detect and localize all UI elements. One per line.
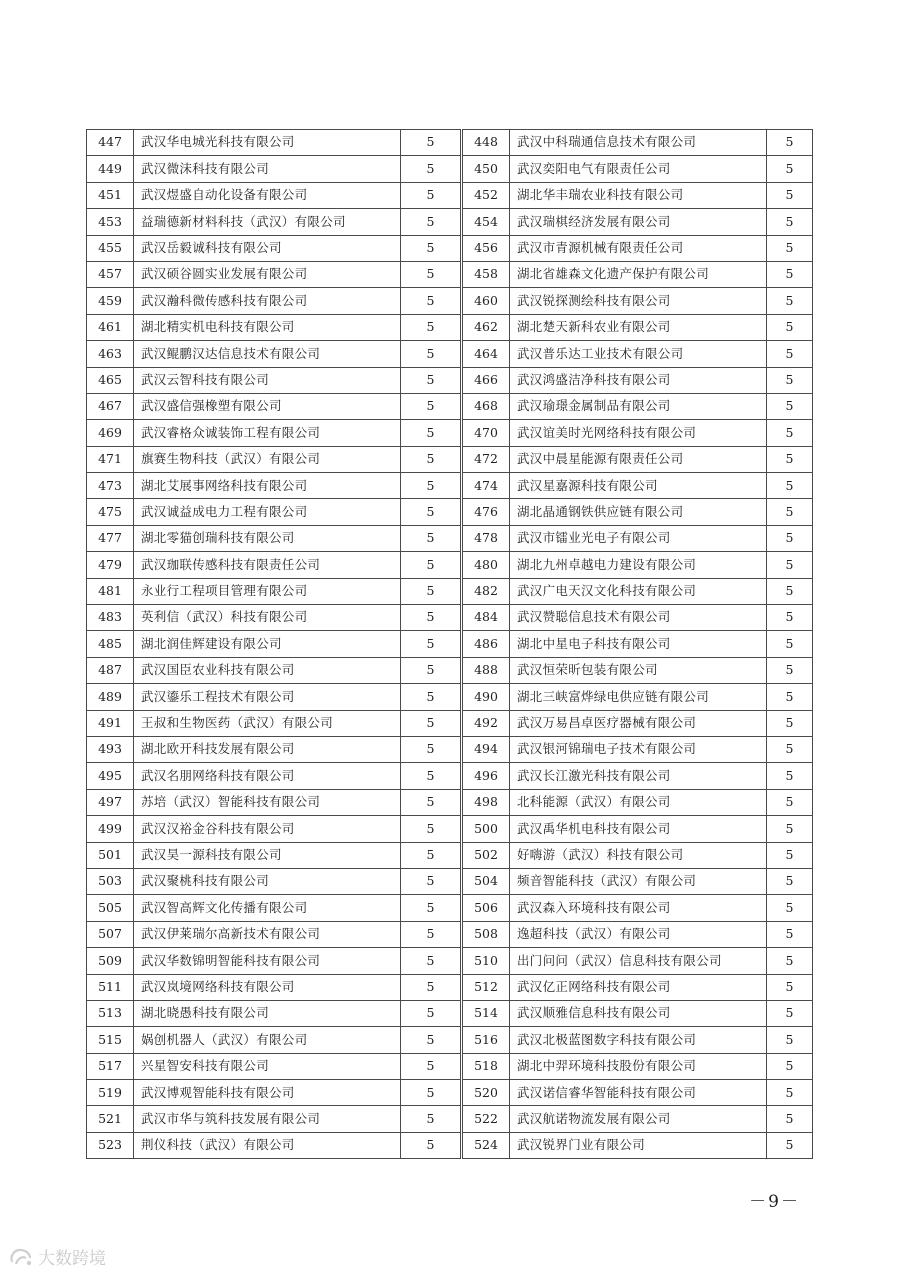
score-cell: 5 xyxy=(767,1132,813,1158)
company-name-cell: 出门问问（武汉）信息科技有限公司 xyxy=(510,948,767,974)
row-number-cell: 499 xyxy=(87,816,134,842)
score-cell: 5 xyxy=(767,842,813,868)
score-cell: 5 xyxy=(401,420,462,446)
score-cell: 5 xyxy=(401,130,462,156)
company-name-cell: 武汉智高辉文化传播有限公司 xyxy=(134,895,401,921)
table-row xyxy=(87,1027,813,1053)
company-name-cell: 武汉盛信强橡塑有限公司 xyxy=(134,393,401,419)
company-name-cell: 武汉岚境网络科技有限公司 xyxy=(134,974,401,1000)
table-row xyxy=(87,552,813,578)
score-cell: 5 xyxy=(401,631,462,657)
score-cell: 5 xyxy=(767,921,813,947)
company-name-cell: 武汉锐探测绘科技有限公司 xyxy=(510,288,767,314)
company-name-cell: 益瑞德新材料科技（武汉）有限公司 xyxy=(134,209,401,235)
table-row xyxy=(87,974,813,1000)
row-number-cell: 513 xyxy=(87,1000,134,1026)
score-cell: 5 xyxy=(767,684,813,710)
score-cell: 5 xyxy=(401,446,462,472)
company-name-cell: 武汉华电城光科技有限公司 xyxy=(134,130,401,156)
score-cell: 5 xyxy=(767,209,813,235)
company-name-cell: 湖北精实机电科技有限公司 xyxy=(134,314,401,340)
table-row xyxy=(87,235,813,261)
score-cell: 5 xyxy=(401,182,462,208)
score-cell: 5 xyxy=(401,789,462,815)
row-number-cell: 469 xyxy=(87,420,134,446)
company-name-cell: 武汉鸿盛洁净科技有限公司 xyxy=(510,367,767,393)
score-cell: 5 xyxy=(401,948,462,974)
score-cell: 5 xyxy=(767,130,813,156)
score-cell: 5 xyxy=(767,314,813,340)
table-row xyxy=(87,921,813,947)
score-cell: 5 xyxy=(401,816,462,842)
company-name-cell: 武汉谊美时光网络科技有限公司 xyxy=(510,420,767,446)
row-number-cell: 489 xyxy=(87,684,134,710)
watermark-text: 大数跨境 xyxy=(38,1249,106,1269)
table-row xyxy=(87,130,813,156)
company-name-cell: 永业行工程项目管理有限公司 xyxy=(134,578,401,604)
row-number-cell: 505 xyxy=(87,895,134,921)
company-name-cell: 湖北润佳辉建设有限公司 xyxy=(134,631,401,657)
row-number-cell: 479 xyxy=(87,552,134,578)
row-number-cell: 474 xyxy=(462,473,510,499)
company-name-cell: 武汉市青源机械有限责任公司 xyxy=(510,235,767,261)
table-row xyxy=(87,868,813,894)
table-row xyxy=(87,367,813,393)
table-row xyxy=(87,446,813,472)
company-name-cell: 武汉瀚科微传感科技有限公司 xyxy=(134,288,401,314)
table-row xyxy=(87,684,813,710)
score-cell: 5 xyxy=(401,367,462,393)
company-name-cell: 武汉航诺物流发展有限公司 xyxy=(510,1106,767,1132)
score-cell: 5 xyxy=(767,156,813,182)
score-cell: 5 xyxy=(767,868,813,894)
score-cell: 5 xyxy=(401,209,462,235)
row-number-cell: 496 xyxy=(462,763,510,789)
company-name-cell: 王叔和生物医药（武汉）有限公司 xyxy=(134,710,401,736)
row-number-cell: 494 xyxy=(462,736,510,762)
row-number-cell: 518 xyxy=(462,1053,510,1079)
row-number-cell: 490 xyxy=(462,684,510,710)
company-name-cell: 湖北晶通钢铁供应链有限公司 xyxy=(510,499,767,525)
score-cell: 5 xyxy=(767,631,813,657)
row-number-cell: 471 xyxy=(87,446,134,472)
row-number-cell: 456 xyxy=(462,235,510,261)
company-name-cell: 武汉瑜璟金属制品有限公司 xyxy=(510,393,767,419)
row-number-cell: 484 xyxy=(462,605,510,631)
company-name-cell: 武汉岳毅诚科技有限公司 xyxy=(134,235,401,261)
company-name-cell: 武汉锐界门业有限公司 xyxy=(510,1132,767,1158)
score-cell: 5 xyxy=(767,657,813,683)
row-number-cell: 515 xyxy=(87,1027,134,1053)
row-number-cell: 510 xyxy=(462,948,510,974)
row-number-cell: 453 xyxy=(87,209,134,235)
score-cell: 5 xyxy=(401,499,462,525)
table-row xyxy=(87,182,813,208)
table-row xyxy=(87,525,813,551)
score-cell: 5 xyxy=(401,1132,462,1158)
company-name-cell: 武汉顺雅信息科技有限公司 xyxy=(510,1000,767,1026)
table-row xyxy=(87,631,813,657)
row-number-cell: 459 xyxy=(87,288,134,314)
company-name-cell: 湖北九州卓越电力建设有限公司 xyxy=(510,552,767,578)
table-row xyxy=(87,341,813,367)
company-name-cell: 武汉华数锦明智能科技有限公司 xyxy=(134,948,401,974)
row-number-cell: 467 xyxy=(87,393,134,419)
row-number-cell: 503 xyxy=(87,868,134,894)
row-number-cell: 448 xyxy=(462,130,510,156)
row-number-cell: 522 xyxy=(462,1106,510,1132)
table-row xyxy=(87,1106,813,1132)
row-number-cell: 500 xyxy=(462,816,510,842)
score-cell: 5 xyxy=(767,367,813,393)
score-cell: 5 xyxy=(767,420,813,446)
company-name-cell: 武汉煜盛自动化设备有限公司 xyxy=(134,182,401,208)
company-name-cell: 武汉硕谷圆实业发展有限公司 xyxy=(134,261,401,287)
company-name-cell: 武汉鲲鹏汉达信息技术有限公司 xyxy=(134,341,401,367)
table-row xyxy=(87,736,813,762)
score-cell: 5 xyxy=(401,710,462,736)
row-number-cell: 476 xyxy=(462,499,510,525)
score-cell: 5 xyxy=(401,895,462,921)
row-number-cell: 449 xyxy=(87,156,134,182)
score-cell: 5 xyxy=(767,393,813,419)
table-row xyxy=(87,789,813,815)
row-number-cell: 450 xyxy=(462,156,510,182)
row-number-cell: 523 xyxy=(87,1132,134,1158)
score-cell: 5 xyxy=(767,341,813,367)
score-cell: 5 xyxy=(401,473,462,499)
score-cell: 5 xyxy=(767,763,813,789)
company-name-cell: 武汉瑞棋经济发展有限公司 xyxy=(510,209,767,235)
score-cell: 5 xyxy=(401,842,462,868)
company-name-cell: 湖北艾展事网络科技有限公司 xyxy=(134,473,401,499)
watermark xyxy=(8,1244,106,1269)
score-cell: 5 xyxy=(401,341,462,367)
row-number-cell: 485 xyxy=(87,631,134,657)
score-cell: 5 xyxy=(401,393,462,419)
row-number-cell: 457 xyxy=(87,261,134,287)
row-number-cell: 488 xyxy=(462,657,510,683)
table-row xyxy=(87,420,813,446)
score-cell: 5 xyxy=(767,182,813,208)
score-cell: 5 xyxy=(401,736,462,762)
score-cell: 5 xyxy=(767,446,813,472)
score-cell: 5 xyxy=(401,1027,462,1053)
score-cell: 5 xyxy=(401,578,462,604)
score-cell: 5 xyxy=(767,1000,813,1026)
row-number-cell: 478 xyxy=(462,525,510,551)
score-cell: 5 xyxy=(767,1027,813,1053)
company-name-cell: 武汉中科瑞通信息技术有限公司 xyxy=(510,130,767,156)
row-number-cell: 506 xyxy=(462,895,510,921)
company-name-cell: 武汉市镭业光电子有限公司 xyxy=(510,525,767,551)
score-cell: 5 xyxy=(767,261,813,287)
table-row xyxy=(87,393,813,419)
score-cell: 5 xyxy=(401,974,462,1000)
row-number-cell: 463 xyxy=(87,341,134,367)
score-cell: 5 xyxy=(401,868,462,894)
company-name-cell: 湖北省雄森文化遗产保护有限公司 xyxy=(510,261,767,287)
company-name-cell: 武汉奕阳电气有限责任公司 xyxy=(510,156,767,182)
score-cell: 5 xyxy=(767,710,813,736)
company-name-cell: 娲创机器人（武汉）有限公司 xyxy=(134,1027,401,1053)
company-name-cell: 湖北楚天新科农业有限公司 xyxy=(510,314,767,340)
table-row xyxy=(87,657,813,683)
company-name-cell: 武汉赞聪信息技术有限公司 xyxy=(510,605,767,631)
score-cell: 5 xyxy=(767,552,813,578)
score-cell: 5 xyxy=(767,816,813,842)
score-cell: 5 xyxy=(767,948,813,974)
score-cell: 5 xyxy=(401,314,462,340)
company-name-cell: 英利信（武汉）科技有限公司 xyxy=(134,605,401,631)
score-cell: 5 xyxy=(401,552,462,578)
score-cell: 5 xyxy=(767,578,813,604)
row-number-cell: 455 xyxy=(87,235,134,261)
company-name-cell: 武汉广电天汉文化科技有限公司 xyxy=(510,578,767,604)
company-name-cell: 武汉云智科技有限公司 xyxy=(134,367,401,393)
row-number-cell: 498 xyxy=(462,789,510,815)
company-name-cell: 湖北零猫创瑞科技有限公司 xyxy=(134,525,401,551)
score-cell: 5 xyxy=(401,1000,462,1026)
row-number-cell: 492 xyxy=(462,710,510,736)
watermark-logo-icon xyxy=(8,1246,34,1268)
company-name-cell: 武汉禹华机电科技有限公司 xyxy=(510,816,767,842)
company-name-cell: 武汉伊莱瑞尔高新技术有限公司 xyxy=(134,921,401,947)
page-number: －9－ xyxy=(749,1192,800,1212)
company-name-cell: 湖北中羿环境科技股份有限公司 xyxy=(510,1053,767,1079)
company-name-cell: 湖北三峡富烨绿电供应链有限公司 xyxy=(510,684,767,710)
table-row xyxy=(87,1132,813,1158)
row-number-cell: 461 xyxy=(87,314,134,340)
score-cell: 5 xyxy=(401,605,462,631)
row-number-cell: 495 xyxy=(87,763,134,789)
row-number-cell: 483 xyxy=(87,605,134,631)
row-number-cell: 524 xyxy=(462,1132,510,1158)
company-name-cell: 武汉珈联传感科技有限责任公司 xyxy=(134,552,401,578)
score-cell: 5 xyxy=(401,763,462,789)
table-row xyxy=(87,895,813,921)
row-number-cell: 512 xyxy=(462,974,510,1000)
table-row xyxy=(87,1053,813,1079)
score-cell: 5 xyxy=(767,605,813,631)
company-name-cell: 武汉亿正网络科技有限公司 xyxy=(510,974,767,1000)
score-cell: 5 xyxy=(767,1053,813,1079)
table-row xyxy=(87,1000,813,1026)
row-number-cell: 480 xyxy=(462,552,510,578)
row-number-cell: 520 xyxy=(462,1080,510,1106)
company-name-cell: 武汉北极蓝图数字科技有限公司 xyxy=(510,1027,767,1053)
row-number-cell: 517 xyxy=(87,1053,134,1079)
table-row xyxy=(87,156,813,182)
company-name-cell: 频音智能科技（武汉）有限公司 xyxy=(510,868,767,894)
row-number-cell: 447 xyxy=(87,130,134,156)
company-name-cell: 武汉聚桃科技有限公司 xyxy=(134,868,401,894)
row-number-cell: 475 xyxy=(87,499,134,525)
score-cell: 5 xyxy=(767,895,813,921)
row-number-cell: 464 xyxy=(462,341,510,367)
company-name-cell: 湖北中星电子科技有限公司 xyxy=(510,631,767,657)
company-name-cell: 湖北欧开科技发展有限公司 xyxy=(134,736,401,762)
row-number-cell: 465 xyxy=(87,367,134,393)
company-name-cell: 武汉汉裕金谷科技有限公司 xyxy=(134,816,401,842)
row-number-cell: 458 xyxy=(462,261,510,287)
table-row xyxy=(87,261,813,287)
score-cell: 5 xyxy=(401,921,462,947)
table-row xyxy=(87,763,813,789)
row-number-cell: 462 xyxy=(462,314,510,340)
row-number-cell: 473 xyxy=(87,473,134,499)
company-name-cell: 武汉市华与筑科技发展有限公司 xyxy=(134,1106,401,1132)
company-name-cell: 北科能源（武汉）有限公司 xyxy=(510,789,767,815)
score-cell: 5 xyxy=(767,974,813,1000)
company-name-cell: 武汉昊一源科技有限公司 xyxy=(134,842,401,868)
table-row xyxy=(87,578,813,604)
row-number-cell: 516 xyxy=(462,1027,510,1053)
company-name-cell: 武汉恒荣昕包装有限公司 xyxy=(510,657,767,683)
company-name-cell: 武汉森入环境科技有限公司 xyxy=(510,895,767,921)
company-name-cell: 逸超科技（武汉）有限公司 xyxy=(510,921,767,947)
score-cell: 5 xyxy=(767,288,813,314)
table-row xyxy=(87,314,813,340)
score-cell: 5 xyxy=(767,525,813,551)
score-cell: 5 xyxy=(401,1080,462,1106)
row-number-cell: 460 xyxy=(462,288,510,314)
score-cell: 5 xyxy=(767,789,813,815)
row-number-cell: 454 xyxy=(462,209,510,235)
row-number-cell: 521 xyxy=(87,1106,134,1132)
company-name-cell: 武汉博观智能科技有限公司 xyxy=(134,1080,401,1106)
row-number-cell: 468 xyxy=(462,393,510,419)
score-cell: 5 xyxy=(401,261,462,287)
row-number-cell: 481 xyxy=(87,578,134,604)
row-number-cell: 487 xyxy=(87,657,134,683)
table-row xyxy=(87,209,813,235)
table-row xyxy=(87,816,813,842)
row-number-cell: 514 xyxy=(462,1000,510,1026)
score-cell: 5 xyxy=(401,288,462,314)
company-name-cell: 武汉诺信睿华智能科技有限公司 xyxy=(510,1080,767,1106)
row-number-cell: 504 xyxy=(462,868,510,894)
company-name-cell: 武汉微沫科技有限公司 xyxy=(134,156,401,182)
company-name-cell: 武汉睿格众诚装饰工程有限公司 xyxy=(134,420,401,446)
score-cell: 5 xyxy=(401,156,462,182)
company-list-table xyxy=(86,129,813,1159)
score-cell: 5 xyxy=(767,235,813,261)
row-number-cell: 497 xyxy=(87,789,134,815)
row-number-cell: 470 xyxy=(462,420,510,446)
table-row xyxy=(87,605,813,631)
row-number-cell: 486 xyxy=(462,631,510,657)
row-number-cell: 452 xyxy=(462,182,510,208)
table-row xyxy=(87,473,813,499)
row-number-cell: 451 xyxy=(87,182,134,208)
company-name-cell: 武汉国臣农业科技有限公司 xyxy=(134,657,401,683)
table-body xyxy=(87,130,813,1159)
company-name-cell: 武汉诚益成电力工程有限公司 xyxy=(134,499,401,525)
company-name-cell: 武汉万易昌卓医疗器械有限公司 xyxy=(510,710,767,736)
table-row xyxy=(87,499,813,525)
company-name-cell: 湖北华丰瑞农业科技有限公司 xyxy=(510,182,767,208)
score-cell: 5 xyxy=(401,235,462,261)
row-number-cell: 502 xyxy=(462,842,510,868)
score-cell: 5 xyxy=(767,1080,813,1106)
score-cell: 5 xyxy=(767,499,813,525)
table-row xyxy=(87,842,813,868)
table-row xyxy=(87,948,813,974)
score-cell: 5 xyxy=(767,736,813,762)
company-name-cell: 湖北晓愚科技有限公司 xyxy=(134,1000,401,1026)
table-row xyxy=(87,710,813,736)
row-number-cell: 477 xyxy=(87,525,134,551)
row-number-cell: 491 xyxy=(87,710,134,736)
score-cell: 5 xyxy=(767,1106,813,1132)
company-name-cell: 武汉银河锦瑞电子技术有限公司 xyxy=(510,736,767,762)
row-number-cell: 482 xyxy=(462,578,510,604)
score-cell: 5 xyxy=(401,684,462,710)
row-number-cell: 508 xyxy=(462,921,510,947)
row-number-cell: 466 xyxy=(462,367,510,393)
company-name-cell: 武汉名朋网络科技有限公司 xyxy=(134,763,401,789)
company-name-cell: 武汉星嘉源科技有限公司 xyxy=(510,473,767,499)
row-number-cell: 509 xyxy=(87,948,134,974)
score-cell: 5 xyxy=(401,525,462,551)
table-row xyxy=(87,1080,813,1106)
score-cell: 5 xyxy=(401,1106,462,1132)
row-number-cell: 501 xyxy=(87,842,134,868)
score-cell: 5 xyxy=(401,657,462,683)
company-name-cell: 苏培（武汉）智能科技有限公司 xyxy=(134,789,401,815)
company-name-cell: 武汉鎏乐工程技术有限公司 xyxy=(134,684,401,710)
row-number-cell: 472 xyxy=(462,446,510,472)
row-number-cell: 519 xyxy=(87,1080,134,1106)
company-name-cell: 武汉中晨星能源有限责任公司 xyxy=(510,446,767,472)
table-row xyxy=(87,288,813,314)
company-name-cell: 武汉长江激光科技有限公司 xyxy=(510,763,767,789)
company-name-cell: 兴星智安科技有限公司 xyxy=(134,1053,401,1079)
score-cell: 5 xyxy=(767,473,813,499)
score-cell: 5 xyxy=(401,1053,462,1079)
row-number-cell: 493 xyxy=(87,736,134,762)
company-name-cell: 旗赛生物科技（武汉）有限公司 xyxy=(134,446,401,472)
company-name-cell: 武汉普乐达工业技术有限公司 xyxy=(510,341,767,367)
company-name-cell: 好嗨游（武汉）科技有限公司 xyxy=(510,842,767,868)
row-number-cell: 507 xyxy=(87,921,134,947)
row-number-cell: 511 xyxy=(87,974,134,1000)
company-name-cell: 荆仪科技（武汉）有限公司 xyxy=(134,1132,401,1158)
